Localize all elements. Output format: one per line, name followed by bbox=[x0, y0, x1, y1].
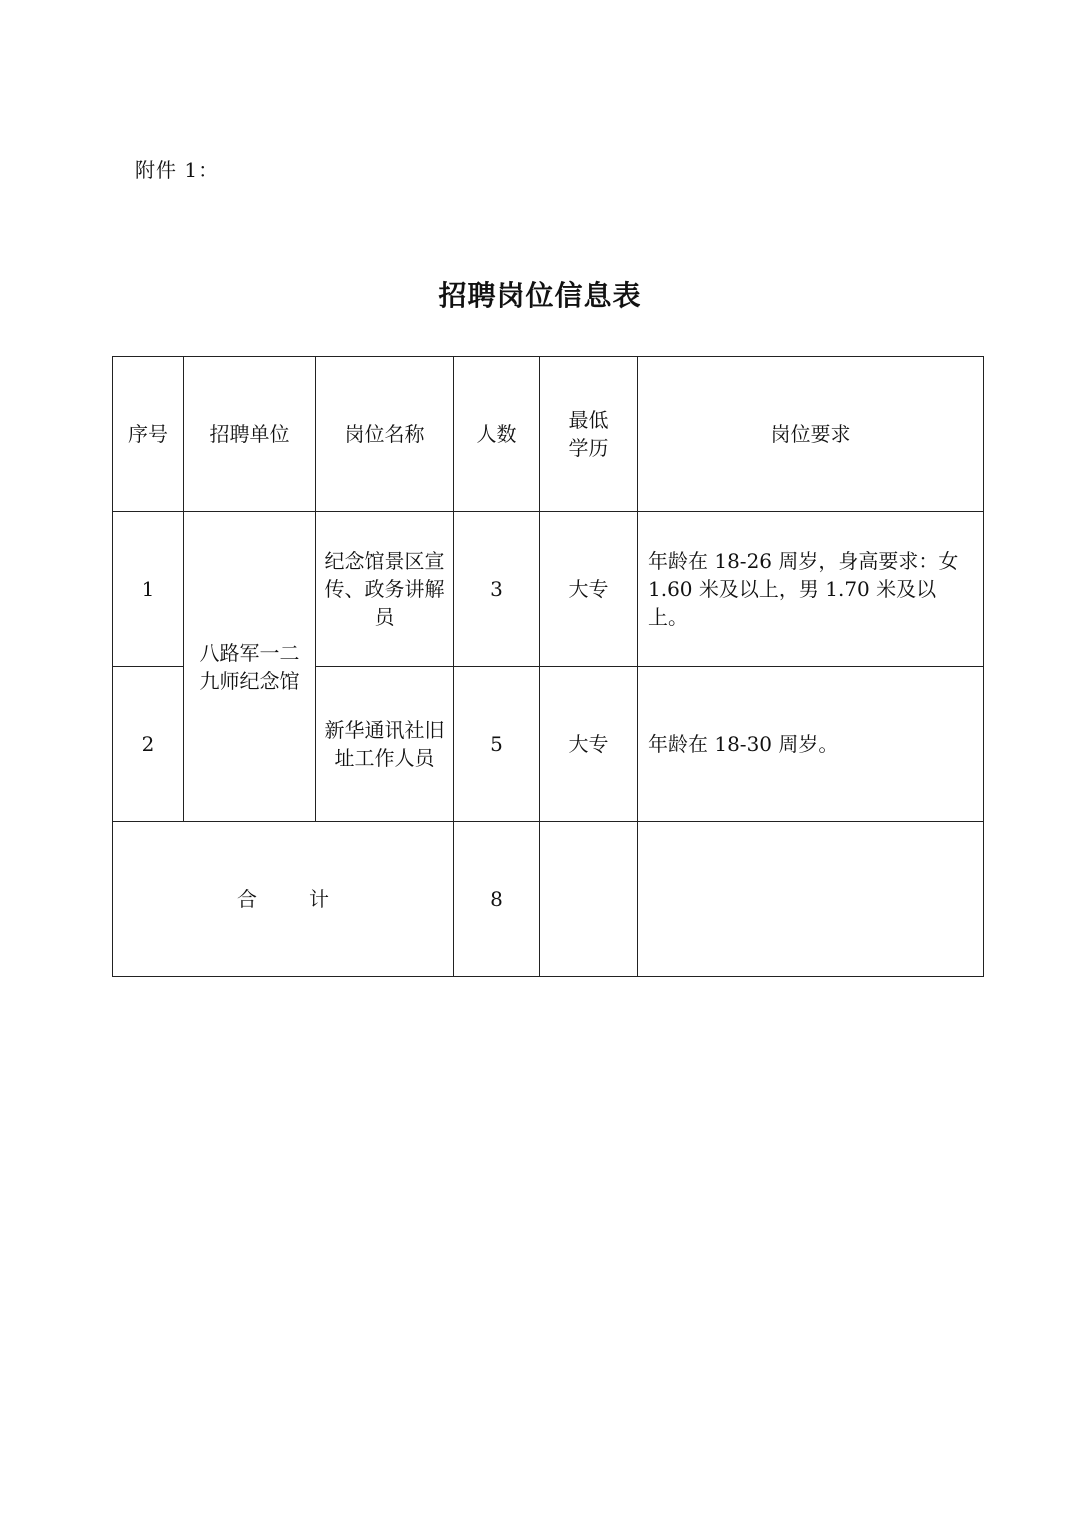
row-requirements: 年龄在 18-30 周岁。 bbox=[638, 667, 984, 822]
header-count: 人数 bbox=[454, 357, 540, 512]
total-label-char-2: 计 bbox=[309, 887, 329, 911]
header-position: 岗位名称 bbox=[316, 357, 454, 512]
row-education: 大专 bbox=[540, 667, 638, 822]
total-count: 8 bbox=[454, 822, 540, 977]
unit-name-cell: 八路军一二九师纪念馆 bbox=[184, 512, 316, 822]
total-label bbox=[113, 822, 454, 977]
total-education-empty bbox=[540, 822, 638, 977]
total-requirements-empty bbox=[638, 822, 984, 977]
row-count: 3 bbox=[454, 512, 540, 667]
row-position: 新华通讯社旧址工作人员 bbox=[316, 667, 454, 822]
document-title: 招聘岗位信息表 bbox=[438, 279, 642, 312]
job-info-table bbox=[112, 356, 984, 977]
row-seq: 2 bbox=[113, 667, 184, 822]
attachment-label: 附件 1： bbox=[135, 158, 220, 182]
table-total-row bbox=[113, 822, 984, 977]
header-seq: 序号 bbox=[113, 357, 184, 512]
header-requirements: 岗位要求 bbox=[638, 357, 984, 512]
total-label-char-1: 合 bbox=[237, 887, 257, 911]
row-position: 纪念馆景区宣传、政务讲解员 bbox=[316, 512, 454, 667]
table-row bbox=[113, 512, 984, 667]
header-unit: 招聘单位 bbox=[184, 357, 316, 512]
header-education: 最低学历 bbox=[540, 357, 638, 512]
row-education: 大专 bbox=[540, 512, 638, 667]
row-count: 5 bbox=[454, 667, 540, 822]
row-requirements: 年龄在 18-26 周岁，身高要求：女 1.60 米及以上，男 1.70 米及以上。 bbox=[638, 512, 984, 667]
table-header-row bbox=[113, 357, 984, 512]
row-seq: 1 bbox=[113, 512, 184, 667]
